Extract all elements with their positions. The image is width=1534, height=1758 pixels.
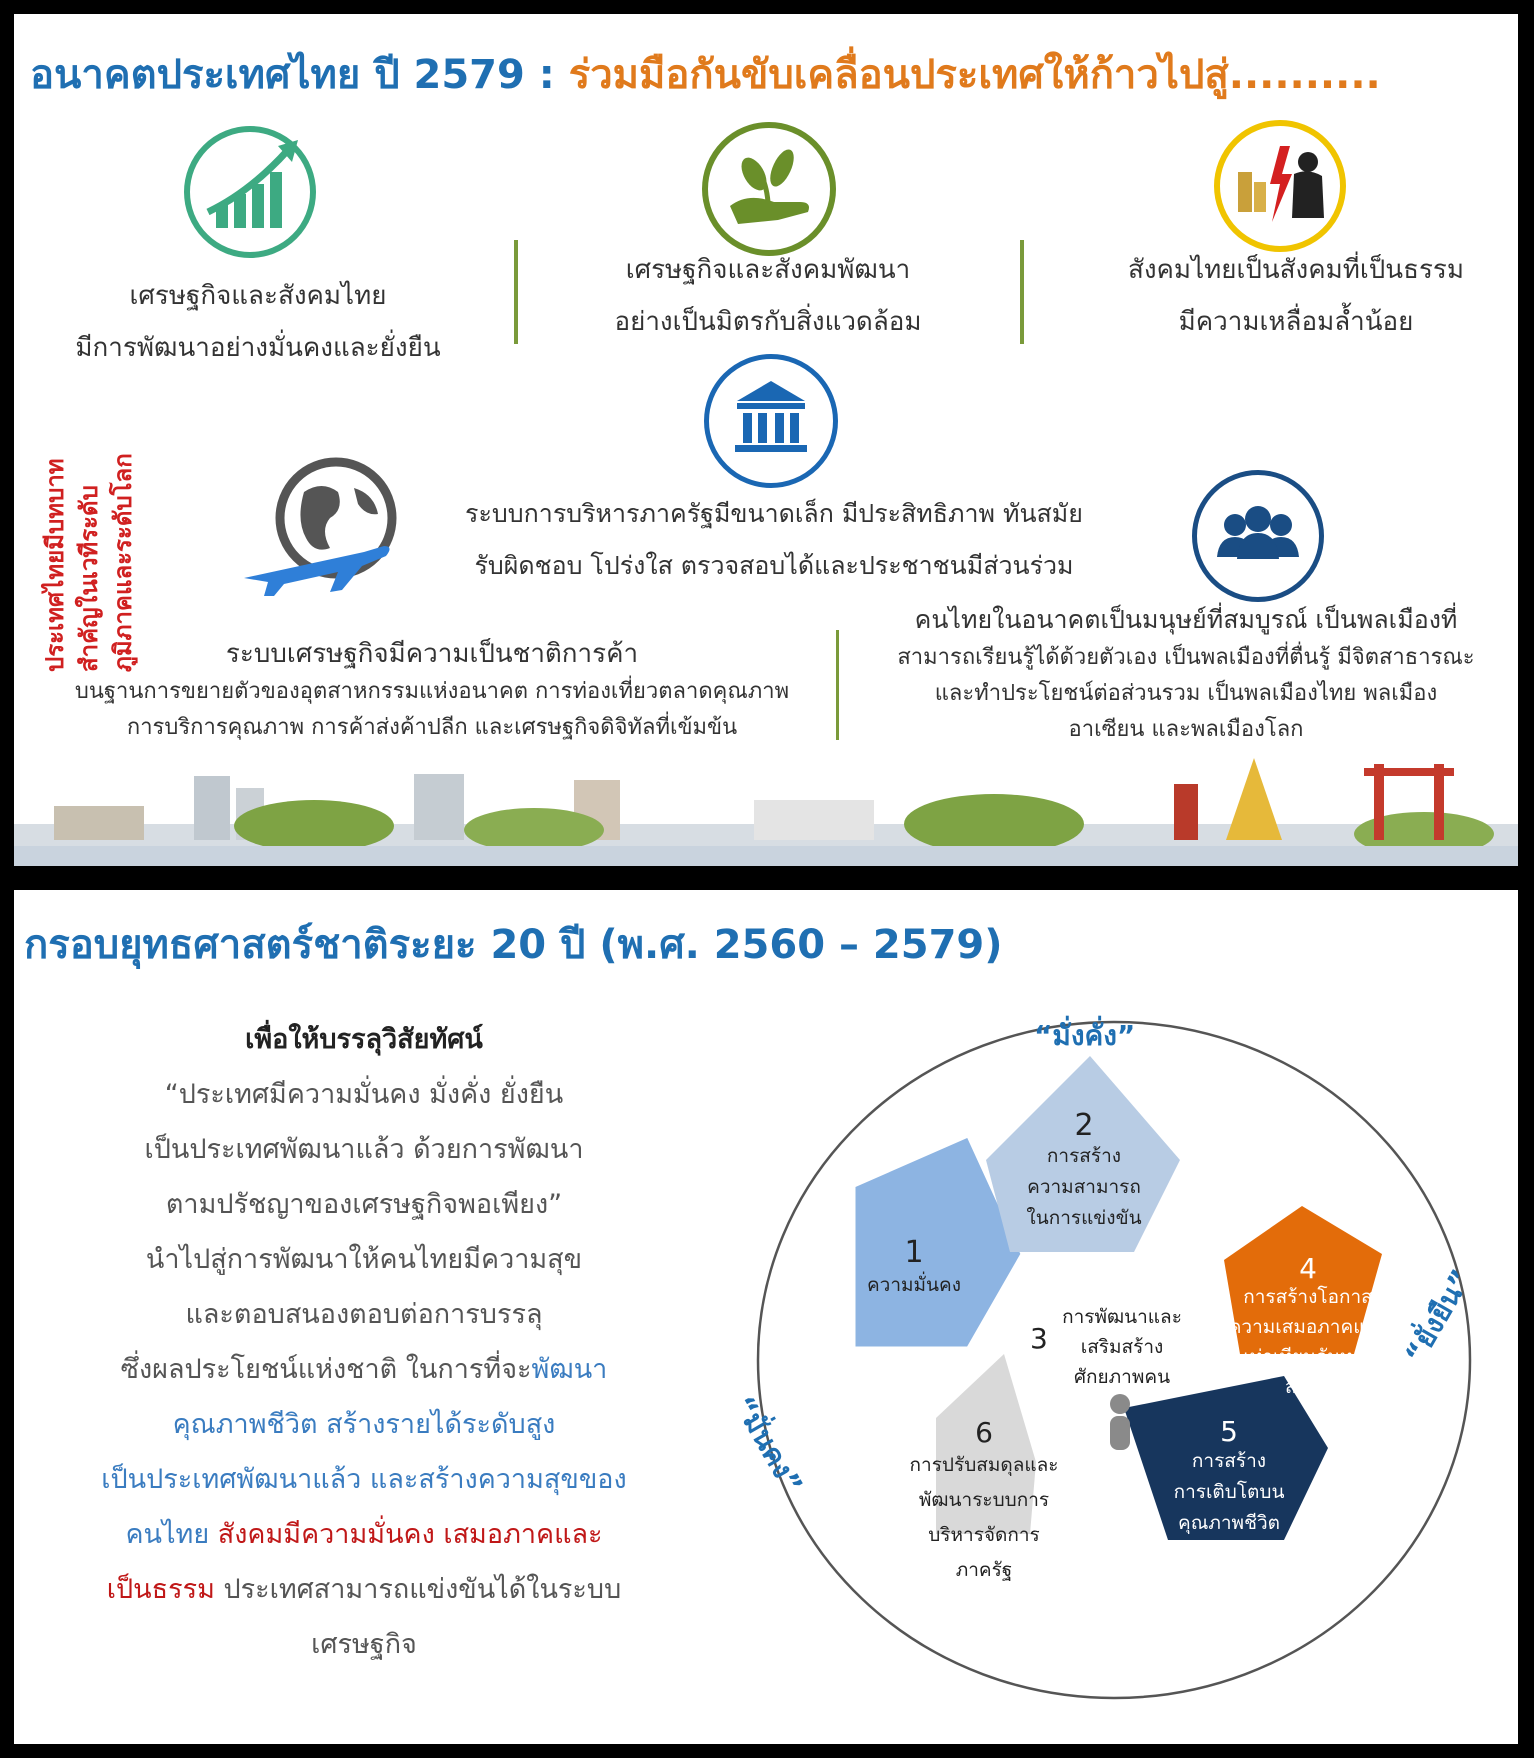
growth-chart-icon (184, 126, 316, 258)
economy-line: บนฐานการขยายตัวของอุตสาหกรรมแห่งอนาคต การท่องเที่ยวตลาดคุณภาพ (74, 679, 790, 704)
vision-line: “ประเทศมีความมั่นคง มั่งคั่ง ยั่งยืน (164, 1079, 564, 1110)
globe-plane-icon (234, 454, 414, 604)
strategy-number: 2 (1074, 1108, 1094, 1143)
strategy-2 (1000, 1110, 1168, 1234)
strategy-line: พัฒนาระบบการ (918, 1489, 1050, 1511)
goal-line: มีความเหลื่อมล้ำน้อย (1178, 307, 1414, 337)
vision-segment: สังคมมีความมั่นคง เสมอภาคและ (217, 1519, 603, 1550)
vision-line: คุณภาพชีวิต สร้างรายได้ระดับสูง (172, 1409, 556, 1440)
strategy-line: เท่าเทียมกันทาง (1243, 1346, 1373, 1368)
goal-trading-nation (32, 634, 832, 746)
panel-title (30, 42, 1381, 106)
vision-segment: เป็นธรรม (106, 1574, 215, 1605)
divider (514, 240, 518, 344)
people-line: อาเซียน และพลเมืองโลก (1068, 717, 1304, 742)
vertical-line: สำคัญในเวทีระดับ (75, 485, 103, 672)
goal-environment-friendly (538, 244, 998, 348)
strategy-4 (1208, 1252, 1408, 1402)
strategy-line: การเติบโตบน (1173, 1481, 1285, 1503)
goal-line: ระบบการบริหารภาครัฐมีขนาดเล็ก มีประสิทธิภาพ ทันสมัย (465, 499, 1083, 528)
government-building-icon (704, 354, 838, 488)
vertical-line: ภูมิภาคและระดับโลก (109, 453, 137, 672)
strategy-line: บริหารจัดการ (928, 1524, 1040, 1546)
person-body-icon (1110, 1416, 1130, 1450)
goal-fair-society (1066, 244, 1526, 348)
strategy-line: ในการแข่งขัน (1026, 1207, 1142, 1229)
people-line: สามารถเรียนรู้ได้ด้วยตัวเอง เป็นพลเมืองที่ตื่นรู้ มีจิตสาธารณะ (897, 645, 1475, 670)
people-group-icon (1192, 470, 1324, 602)
vision-2579-panel (14, 14, 1518, 866)
goal-public-sector (414, 488, 1134, 592)
vision-segment: ประเทศสามารถแข่งขันได้ในระบบ (214, 1574, 622, 1605)
vision-line: นำไปสู่การพัฒนาให้คนไทยมีความสุข (145, 1244, 583, 1275)
panel-title: กรอบยุทธศาสตร์ชาติระยะ 20 ปี (พ.ศ. 2560 – 2579) (24, 922, 1003, 968)
goal-line: สังคมไทยเป็นสังคมที่เป็นธรรม (1127, 255, 1465, 285)
strategy-line: การสร้าง (1046, 1145, 1122, 1167)
goal-line: อย่างเป็นมิตรกับสิ่งแวดล้อม (614, 307, 922, 337)
vision-line: ตามปรัชญาของเศรษฐกิจพอเพียง” (165, 1189, 563, 1220)
strategy-number: 5 (1220, 1415, 1238, 1448)
divider (836, 630, 839, 740)
vision-segment: คนไทย (125, 1519, 218, 1550)
strategy-line: สิ่งแวดล้อม (1183, 1574, 1275, 1596)
person-head-icon (1110, 1394, 1130, 1414)
vision-line: เป็นประเทศพัฒนาแล้ว ด้วยการพัฒนา (144, 1134, 584, 1165)
strategy-line: ความสามารถ (1027, 1176, 1141, 1198)
strategy-number: 4 (1299, 1252, 1317, 1285)
strategy-5 (1144, 1415, 1314, 1601)
bangkok-skyline-image (14, 754, 1518, 866)
title-part-1: อนาคตประเทศไทย ปี 2579 : (30, 52, 569, 98)
vision-heading: เพื่อให้บรรลุวิสัยทัศน์ (245, 1024, 483, 1055)
strategy-3 (1044, 1302, 1200, 1392)
strategy-line: เสริมสร้าง (1080, 1336, 1164, 1358)
vision-line: เป็นประเทศพัฒนาแล้ว และสร้างความสุขของ (101, 1464, 627, 1495)
vision-line (54, 1562, 674, 1617)
goal-line: รับผิดชอบ โปร่งใส ตรวจสอบได้และประชาชนมีส่วนร่วม (474, 551, 1074, 580)
strategy-3-number: 3 (1030, 1322, 1048, 1355)
strategy-line: การปรับสมดุลและ (909, 1454, 1059, 1476)
strategy-line: ภาครัฐ (955, 1559, 1013, 1581)
goal-line: มีการพัฒนาอย่างมั่นคงและยั่งยืน (75, 333, 441, 363)
plant-hand-icon (702, 122, 836, 256)
vision-line (54, 1507, 674, 1562)
strategy-line: ความเสมอภาคและ (1228, 1316, 1388, 1338)
vision-line (54, 1342, 674, 1397)
label-wealthy: “มั่งคั่ง” (1034, 1019, 1136, 1052)
strategy-number: 6 (975, 1416, 993, 1449)
goal-line: เศรษฐกิจและสังคมพัฒนา (625, 255, 911, 285)
vision-line: เศรษฐกิจ (311, 1629, 417, 1660)
label-sustainable: “ยั่งยืน” (1398, 1263, 1479, 1369)
strategy-line: ความมั่นคง (866, 1274, 962, 1296)
vision-segment: พัฒนา (531, 1354, 608, 1385)
inequality-icon (1214, 120, 1346, 252)
people-heading: คนไทยในอนาคตเป็นมนุษย์ที่สมบูรณ์ เป็นพลเมืองที่ (914, 605, 1458, 634)
strategy-line: การพัฒนาและ (1062, 1306, 1182, 1328)
strategy-line: การสร้าง (1191, 1450, 1267, 1472)
vertical-line: ประเทศไทยมีบทบาท (41, 458, 69, 672)
title-part-2: ร่วมมือกันขับเคลื่อนประเทศให้ก้าวไปสู่.......... (568, 52, 1381, 98)
vertical-red-statement (38, 410, 140, 672)
divider (1020, 240, 1024, 344)
strategy-number: 1 (904, 1235, 924, 1270)
goal-stable-sustainable (28, 270, 488, 374)
strategy-line: ที่เป็นมิตรต่อ (1177, 1543, 1281, 1565)
label-security: “มั่นคง” (727, 1390, 810, 1500)
goal-line: เศรษฐกิจและสังคมไทย (129, 281, 387, 311)
economy-heading: ระบบเศรษฐกิจมีความเป็นชาติการค้า (225, 639, 639, 669)
national-strategy-panel (14, 890, 1518, 1744)
strategy-line: คุณภาพชีวิต (1178, 1512, 1280, 1534)
strategy-1 (824, 1235, 1004, 1300)
vision-statement (54, 1012, 674, 1672)
economy-line: การบริการคุณภาพ การค้าส่งค้าปลีก และเศรษฐกิจดิจิทัลที่เข้มข้น (126, 715, 738, 740)
strategy-6 (896, 1418, 1072, 1588)
vision-segment: ซึ่งผลประโยชน์แห่งชาติ ในการที่จะ (120, 1354, 532, 1385)
goal-complete-citizens (854, 600, 1518, 748)
vision-line: และตอบสนองตอบต่อการบรรลุ (185, 1299, 543, 1330)
strategy-line: ศักยภาพคน (1073, 1366, 1171, 1388)
strategy-line: สังคม (1284, 1376, 1332, 1398)
strategy-line: การสร้างโอกาส (1243, 1286, 1373, 1308)
strategy-diagram (727, 1010, 1484, 1710)
people-line: และทำประโยชน์ต่อส่วนรวม เป็นพลเมืองไทย พลเมือง (934, 681, 1438, 706)
